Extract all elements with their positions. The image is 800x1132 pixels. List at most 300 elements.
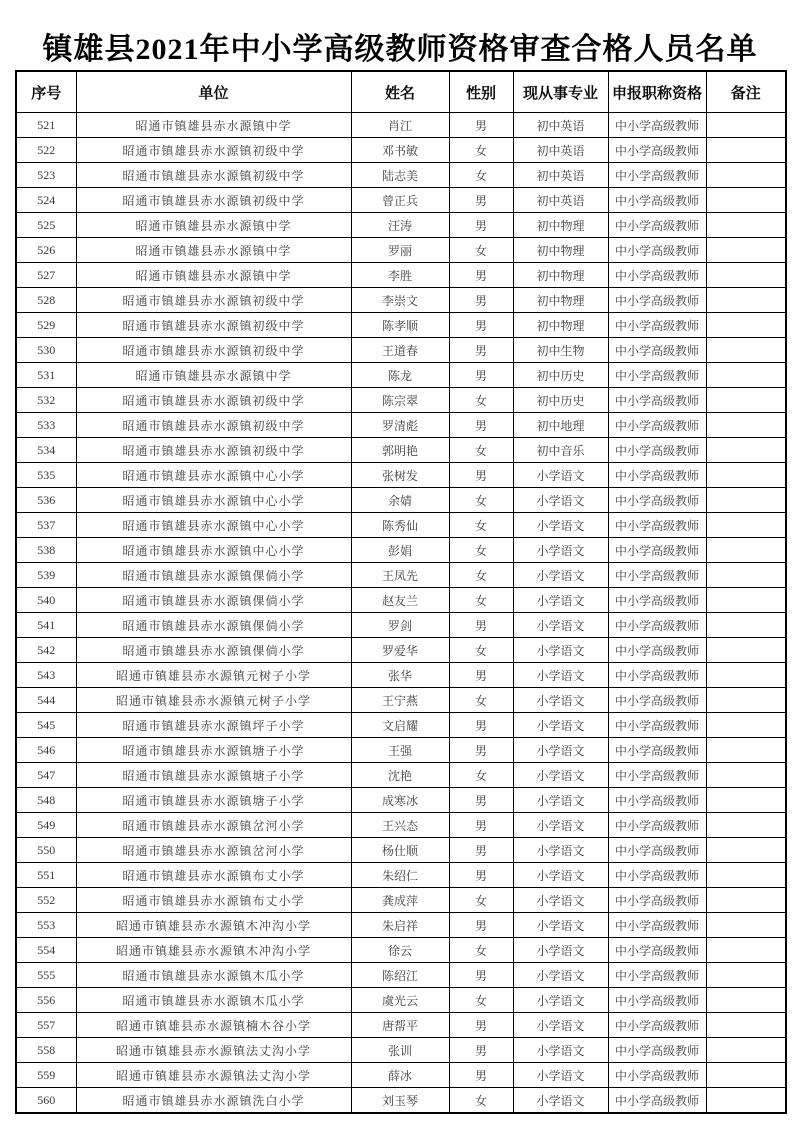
table-row (16, 413, 786, 438)
cell-remarks (706, 338, 786, 363)
cell-gender: 男 (449, 1063, 513, 1088)
cell-current-major: 初中物理 (513, 213, 608, 238)
cell-remarks (706, 138, 786, 163)
cell-gender: 男 (449, 813, 513, 838)
cell-unit: 昭通市镇雄县赤水源镇元树子小学 (76, 688, 351, 713)
page-title: 镇雄县2021年中小学高级教师资格审查合格人员名单 (42, 33, 758, 66)
cell-name: 邓书敏 (351, 138, 449, 163)
cell-serial-number: 524 (16, 188, 76, 213)
table-row (16, 113, 786, 138)
cell-gender: 女 (449, 638, 513, 663)
table-row (16, 188, 786, 213)
header-gender: 性别 (449, 71, 513, 113)
cell-name: 陆志美 (351, 163, 449, 188)
table-row (16, 938, 786, 963)
cell-remarks (706, 763, 786, 788)
header-remarks: 备注 (706, 71, 786, 113)
table-row (16, 163, 786, 188)
table-row (16, 288, 786, 313)
cell-gender: 女 (449, 488, 513, 513)
cell-serial-number: 531 (16, 363, 76, 388)
cell-remarks (706, 538, 786, 563)
cell-remarks (706, 938, 786, 963)
cell-name: 陈绍江 (351, 963, 449, 988)
cell-name: 罗清彪 (351, 413, 449, 438)
cell-unit: 昭通市镇雄县赤水源镇初级中学 (76, 413, 351, 438)
cell-name: 李胜 (351, 263, 449, 288)
cell-gender: 男 (449, 663, 513, 688)
cell-current-major: 初中英语 (513, 163, 608, 188)
cell-gender: 女 (449, 1088, 513, 1114)
header-declared-title: 申报职称资格 (608, 71, 706, 113)
cell-unit: 昭通市镇雄县赤水源镇初级中学 (76, 138, 351, 163)
cell-serial-number: 533 (16, 413, 76, 438)
table-row (16, 313, 786, 338)
cell-gender: 男 (449, 1038, 513, 1063)
cell-name: 徐云 (351, 938, 449, 963)
cell-declared-title: 中小学高级教师 (608, 613, 706, 638)
cell-remarks (706, 488, 786, 513)
cell-remarks (706, 313, 786, 338)
cell-serial-number: 528 (16, 288, 76, 313)
cell-serial-number: 522 (16, 138, 76, 163)
cell-declared-title: 中小学高级教师 (608, 813, 706, 838)
cell-gender: 女 (449, 163, 513, 188)
cell-gender: 女 (449, 563, 513, 588)
cell-current-major: 小学语文 (513, 588, 608, 613)
cell-remarks (706, 888, 786, 913)
cell-serial-number: 527 (16, 263, 76, 288)
cell-gender: 男 (449, 263, 513, 288)
cell-declared-title: 中小学高级教师 (608, 288, 706, 313)
table-row (16, 138, 786, 163)
cell-serial-number: 557 (16, 1013, 76, 1038)
table-row (16, 1088, 786, 1114)
cell-gender: 女 (449, 888, 513, 913)
cell-unit: 昭通市镇雄县赤水源镇木冲沟小学 (76, 938, 351, 963)
cell-current-major: 小学语文 (513, 1013, 608, 1038)
cell-serial-number: 552 (16, 888, 76, 913)
cell-unit: 昭通市镇雄县赤水源镇塘子小学 (76, 763, 351, 788)
cell-serial-number: 537 (16, 513, 76, 538)
table-row (16, 838, 786, 863)
cell-current-major: 小学语文 (513, 938, 608, 963)
cell-unit: 昭通市镇雄县赤水源镇倮倘小学 (76, 588, 351, 613)
cell-name: 王宁燕 (351, 688, 449, 713)
cell-current-major: 初中音乐 (513, 438, 608, 463)
cell-declared-title: 中小学高级教师 (608, 863, 706, 888)
table-row (16, 238, 786, 263)
cell-declared-title: 中小学高级教师 (608, 688, 706, 713)
cell-gender: 女 (449, 138, 513, 163)
cell-unit: 昭通市镇雄县赤水源镇中学 (76, 238, 351, 263)
cell-name: 余婧 (351, 488, 449, 513)
table-row (16, 688, 786, 713)
cell-name: 成寒冰 (351, 788, 449, 813)
cell-serial-number: 547 (16, 763, 76, 788)
cell-declared-title: 中小学高级教师 (608, 838, 706, 863)
cell-unit: 昭通市镇雄县赤水源镇中心小学 (76, 513, 351, 538)
cell-name: 陈秀仙 (351, 513, 449, 538)
cell-declared-title: 中小学高级教师 (608, 488, 706, 513)
cell-declared-title: 中小学高级教师 (608, 438, 706, 463)
cell-unit: 昭通市镇雄县赤水源镇初级中学 (76, 163, 351, 188)
table-row (16, 813, 786, 838)
cell-declared-title: 中小学高级教师 (608, 188, 706, 213)
cell-remarks (706, 613, 786, 638)
cell-unit: 昭通市镇雄县赤水源镇塘子小学 (76, 788, 351, 813)
cell-name: 杨仕顺 (351, 838, 449, 863)
cell-name: 王道春 (351, 338, 449, 363)
cell-serial-number: 551 (16, 863, 76, 888)
table-row (16, 463, 786, 488)
cell-unit: 昭通市镇雄县赤水源镇法丈沟小学 (76, 1063, 351, 1088)
cell-name: 陈孝顺 (351, 313, 449, 338)
cell-serial-number: 559 (16, 1063, 76, 1088)
cell-name: 陈龙 (351, 363, 449, 388)
cell-gender: 女 (449, 938, 513, 963)
cell-current-major: 小学语文 (513, 788, 608, 813)
cell-declared-title: 中小学高级教师 (608, 238, 706, 263)
cell-serial-number: 545 (16, 713, 76, 738)
cell-unit: 昭通市镇雄县赤水源镇木冲沟小学 (76, 913, 351, 938)
cell-name: 虞光云 (351, 988, 449, 1013)
table-row (16, 213, 786, 238)
cell-declared-title: 中小学高级教师 (608, 1038, 706, 1063)
table-row (16, 588, 786, 613)
cell-serial-number: 535 (16, 463, 76, 488)
cell-name: 王凤先 (351, 563, 449, 588)
cell-remarks (706, 238, 786, 263)
cell-current-major: 小学语文 (513, 863, 608, 888)
cell-remarks (706, 838, 786, 863)
cell-current-major: 初中物理 (513, 313, 608, 338)
cell-serial-number: 526 (16, 238, 76, 263)
cell-gender: 男 (449, 363, 513, 388)
cell-name: 刘玉琴 (351, 1088, 449, 1114)
cell-serial-number: 554 (16, 938, 76, 963)
table-row (16, 538, 786, 563)
cell-remarks (706, 863, 786, 888)
cell-current-major: 初中物理 (513, 288, 608, 313)
cell-name: 朱启祥 (351, 913, 449, 938)
cell-current-major: 初中历史 (513, 388, 608, 413)
cell-unit: 昭通市镇雄县赤水源镇中心小学 (76, 463, 351, 488)
cell-gender: 男 (449, 613, 513, 638)
cell-serial-number: 525 (16, 213, 76, 238)
cell-name: 肖江 (351, 113, 449, 138)
cell-gender: 男 (449, 463, 513, 488)
cell-name: 王兴态 (351, 813, 449, 838)
cell-current-major: 小学语文 (513, 688, 608, 713)
cell-name: 罗剑 (351, 613, 449, 638)
cell-unit: 昭通市镇雄县赤水源镇中学 (76, 263, 351, 288)
cell-remarks (706, 738, 786, 763)
cell-remarks (706, 513, 786, 538)
cell-unit: 昭通市镇雄县赤水源镇初级中学 (76, 388, 351, 413)
cell-serial-number: 541 (16, 613, 76, 638)
cell-serial-number: 523 (16, 163, 76, 188)
cell-serial-number: 548 (16, 788, 76, 813)
cell-name: 张训 (351, 1038, 449, 1063)
header-name: 姓名 (351, 71, 449, 113)
cell-declared-title: 中小学高级教师 (608, 588, 706, 613)
table-row (16, 263, 786, 288)
cell-gender: 女 (449, 438, 513, 463)
cell-name: 汪涛 (351, 213, 449, 238)
cell-gender: 女 (449, 763, 513, 788)
cell-unit: 昭通市镇雄县赤水源镇初级中学 (76, 313, 351, 338)
cell-remarks (706, 788, 786, 813)
cell-declared-title: 中小学高级教师 (608, 638, 706, 663)
cell-name: 李崇文 (351, 288, 449, 313)
cell-remarks (706, 1088, 786, 1114)
cell-current-major: 小学语文 (513, 1063, 608, 1088)
cell-current-major: 小学语文 (513, 613, 608, 638)
cell-name: 龚成萍 (351, 888, 449, 913)
qualified-personnel-table (15, 70, 787, 1114)
cell-declared-title: 中小学高级教师 (608, 513, 706, 538)
cell-remarks (706, 188, 786, 213)
cell-name: 郭明艳 (351, 438, 449, 463)
table-row (16, 963, 786, 988)
cell-unit: 昭通市镇雄县赤水源镇布丈小学 (76, 863, 351, 888)
cell-current-major: 小学语文 (513, 488, 608, 513)
cell-unit: 昭通市镇雄县赤水源镇倮倘小学 (76, 563, 351, 588)
cell-unit: 昭通市镇雄县赤水源镇元树子小学 (76, 663, 351, 688)
table-row (16, 363, 786, 388)
table-row (16, 763, 786, 788)
cell-current-major: 小学语文 (513, 663, 608, 688)
table-row (16, 338, 786, 363)
cell-declared-title: 中小学高级教师 (608, 1063, 706, 1088)
cell-declared-title: 中小学高级教师 (608, 563, 706, 588)
cell-remarks (706, 913, 786, 938)
cell-gender: 男 (449, 313, 513, 338)
cell-gender: 女 (449, 513, 513, 538)
cell-unit: 昭通市镇雄县赤水源镇初级中学 (76, 438, 351, 463)
cell-gender: 男 (449, 188, 513, 213)
cell-serial-number: 538 (16, 538, 76, 563)
cell-current-major: 小学语文 (513, 1088, 608, 1114)
cell-gender: 男 (449, 838, 513, 863)
cell-remarks (706, 1013, 786, 1038)
cell-unit: 昭通市镇雄县赤水源镇中学 (76, 213, 351, 238)
cell-gender: 男 (449, 738, 513, 763)
cell-gender: 男 (449, 788, 513, 813)
cell-remarks (706, 163, 786, 188)
cell-name: 朱绍仁 (351, 863, 449, 888)
header-current-major: 现从事专业 (513, 71, 608, 113)
table-row (16, 738, 786, 763)
cell-gender: 男 (449, 338, 513, 363)
cell-current-major: 小学语文 (513, 963, 608, 988)
cell-unit: 昭通市镇雄县赤水源镇中心小学 (76, 538, 351, 563)
cell-gender: 女 (449, 588, 513, 613)
cell-unit: 昭通市镇雄县赤水源镇倮倘小学 (76, 613, 351, 638)
cell-serial-number: 534 (16, 438, 76, 463)
cell-current-major: 初中生物 (513, 338, 608, 363)
cell-name: 曾正兵 (351, 188, 449, 213)
cell-declared-title: 中小学高级教师 (608, 1088, 706, 1114)
cell-unit: 昭通市镇雄县赤水源镇坪子小学 (76, 713, 351, 738)
cell-serial-number: 536 (16, 488, 76, 513)
cell-current-major: 初中物理 (513, 238, 608, 263)
table-row (16, 663, 786, 688)
cell-declared-title: 中小学高级教师 (608, 313, 706, 338)
cell-gender: 男 (449, 713, 513, 738)
cell-current-major: 初中历史 (513, 363, 608, 388)
cell-name: 彭娟 (351, 538, 449, 563)
header-unit: 单位 (76, 71, 351, 113)
cell-serial-number: 553 (16, 913, 76, 938)
cell-serial-number: 521 (16, 113, 76, 138)
cell-name: 沈艳 (351, 763, 449, 788)
cell-serial-number: 558 (16, 1038, 76, 1063)
table-row (16, 388, 786, 413)
cell-unit: 昭通市镇雄县赤水源镇倮倘小学 (76, 638, 351, 663)
cell-unit: 昭通市镇雄县赤水源镇中心小学 (76, 488, 351, 513)
cell-remarks (706, 413, 786, 438)
cell-remarks (706, 638, 786, 663)
cell-unit: 昭通市镇雄县赤水源镇楠木谷小学 (76, 1013, 351, 1038)
cell-unit: 昭通市镇雄县赤水源镇木瓜小学 (76, 963, 351, 988)
cell-declared-title: 中小学高级教师 (608, 138, 706, 163)
cell-serial-number: 550 (16, 838, 76, 863)
cell-declared-title: 中小学高级教师 (608, 463, 706, 488)
cell-gender: 男 (449, 863, 513, 888)
cell-declared-title: 中小学高级教师 (608, 213, 706, 238)
cell-declared-title: 中小学高级教师 (608, 788, 706, 813)
cell-declared-title: 中小学高级教师 (608, 538, 706, 563)
table-row (16, 513, 786, 538)
cell-unit: 昭通市镇雄县赤水源镇洗白小学 (76, 1088, 351, 1114)
header-serial-number: 序号 (16, 71, 76, 113)
cell-serial-number: 556 (16, 988, 76, 1013)
cell-declared-title: 中小学高级教师 (608, 1013, 706, 1038)
cell-remarks (706, 963, 786, 988)
cell-serial-number: 546 (16, 738, 76, 763)
cell-declared-title: 中小学高级教师 (608, 413, 706, 438)
table-row (16, 638, 786, 663)
cell-name: 罗爱华 (351, 638, 449, 663)
table-row (16, 613, 786, 638)
cell-unit: 昭通市镇雄县赤水源镇塘子小学 (76, 738, 351, 763)
cell-remarks (706, 563, 786, 588)
cell-current-major: 初中地理 (513, 413, 608, 438)
cell-remarks (706, 813, 786, 838)
cell-name: 赵友兰 (351, 588, 449, 613)
cell-gender: 男 (449, 288, 513, 313)
cell-current-major: 小学语文 (513, 988, 608, 1013)
cell-gender: 男 (449, 913, 513, 938)
cell-declared-title: 中小学高级教师 (608, 363, 706, 388)
cell-declared-title: 中小学高级教师 (608, 388, 706, 413)
cell-current-major: 小学语文 (513, 738, 608, 763)
cell-unit: 昭通市镇雄县赤水源镇中学 (76, 363, 351, 388)
table-row (16, 1013, 786, 1038)
cell-serial-number: 540 (16, 588, 76, 613)
cell-remarks (706, 588, 786, 613)
cell-declared-title: 中小学高级教师 (608, 888, 706, 913)
cell-remarks (706, 388, 786, 413)
cell-name: 薛冰 (351, 1063, 449, 1088)
cell-gender: 男 (449, 413, 513, 438)
cell-current-major: 小学语文 (513, 888, 608, 913)
cell-name: 陈宗翠 (351, 388, 449, 413)
table-row (16, 713, 786, 738)
cell-name: 张树发 (351, 463, 449, 488)
cell-unit: 昭通市镇雄县赤水源镇法丈沟小学 (76, 1038, 351, 1063)
cell-gender: 女 (449, 388, 513, 413)
cell-name: 唐帮平 (351, 1013, 449, 1038)
cell-current-major: 初中物理 (513, 263, 608, 288)
table-row (16, 913, 786, 938)
cell-current-major: 小学语文 (513, 838, 608, 863)
cell-current-major: 初中英语 (513, 113, 608, 138)
table-row (16, 488, 786, 513)
cell-gender: 男 (449, 213, 513, 238)
table-row (16, 1038, 786, 1063)
cell-remarks (706, 113, 786, 138)
cell-unit: 昭通市镇雄县赤水源镇木瓜小学 (76, 988, 351, 1013)
cell-unit: 昭通市镇雄县赤水源镇布丈小学 (76, 888, 351, 913)
table-row (16, 788, 786, 813)
cell-name: 王强 (351, 738, 449, 763)
cell-remarks (706, 688, 786, 713)
cell-gender: 男 (449, 963, 513, 988)
cell-current-major: 小学语文 (513, 538, 608, 563)
cell-declared-title: 中小学高级教师 (608, 988, 706, 1013)
cell-serial-number: 539 (16, 563, 76, 588)
cell-declared-title: 中小学高级教师 (608, 913, 706, 938)
cell-declared-title: 中小学高级教师 (608, 738, 706, 763)
cell-serial-number: 529 (16, 313, 76, 338)
cell-declared-title: 中小学高级教师 (608, 113, 706, 138)
cell-gender: 女 (449, 988, 513, 1013)
cell-declared-title: 中小学高级教师 (608, 338, 706, 363)
cell-remarks (706, 663, 786, 688)
cell-remarks (706, 213, 786, 238)
cell-current-major: 小学语文 (513, 513, 608, 538)
cell-remarks (706, 713, 786, 738)
cell-remarks (706, 438, 786, 463)
table-row (16, 863, 786, 888)
cell-gender: 女 (449, 538, 513, 563)
cell-serial-number: 555 (16, 963, 76, 988)
cell-unit: 昭通市镇雄县赤水源镇中学 (76, 113, 351, 138)
cell-name: 张华 (351, 663, 449, 688)
cell-serial-number: 549 (16, 813, 76, 838)
cell-current-major: 小学语文 (513, 638, 608, 663)
cell-serial-number: 530 (16, 338, 76, 363)
table-row (16, 888, 786, 913)
cell-gender: 女 (449, 688, 513, 713)
cell-declared-title: 中小学高级教师 (608, 713, 706, 738)
cell-declared-title: 中小学高级教师 (608, 963, 706, 988)
cell-current-major: 小学语文 (513, 1038, 608, 1063)
cell-remarks (706, 263, 786, 288)
cell-current-major: 小学语文 (513, 563, 608, 588)
cell-serial-number: 560 (16, 1088, 76, 1114)
cell-current-major: 小学语文 (513, 913, 608, 938)
cell-unit: 昭通市镇雄县赤水源镇初级中学 (76, 288, 351, 313)
cell-unit: 昭通市镇雄县赤水源镇初级中学 (76, 188, 351, 213)
cell-unit: 昭通市镇雄县赤水源镇初级中学 (76, 338, 351, 363)
cell-gender: 男 (449, 113, 513, 138)
cell-unit: 昭通市镇雄县赤水源镇岔河小学 (76, 813, 351, 838)
cell-gender: 男 (449, 1013, 513, 1038)
